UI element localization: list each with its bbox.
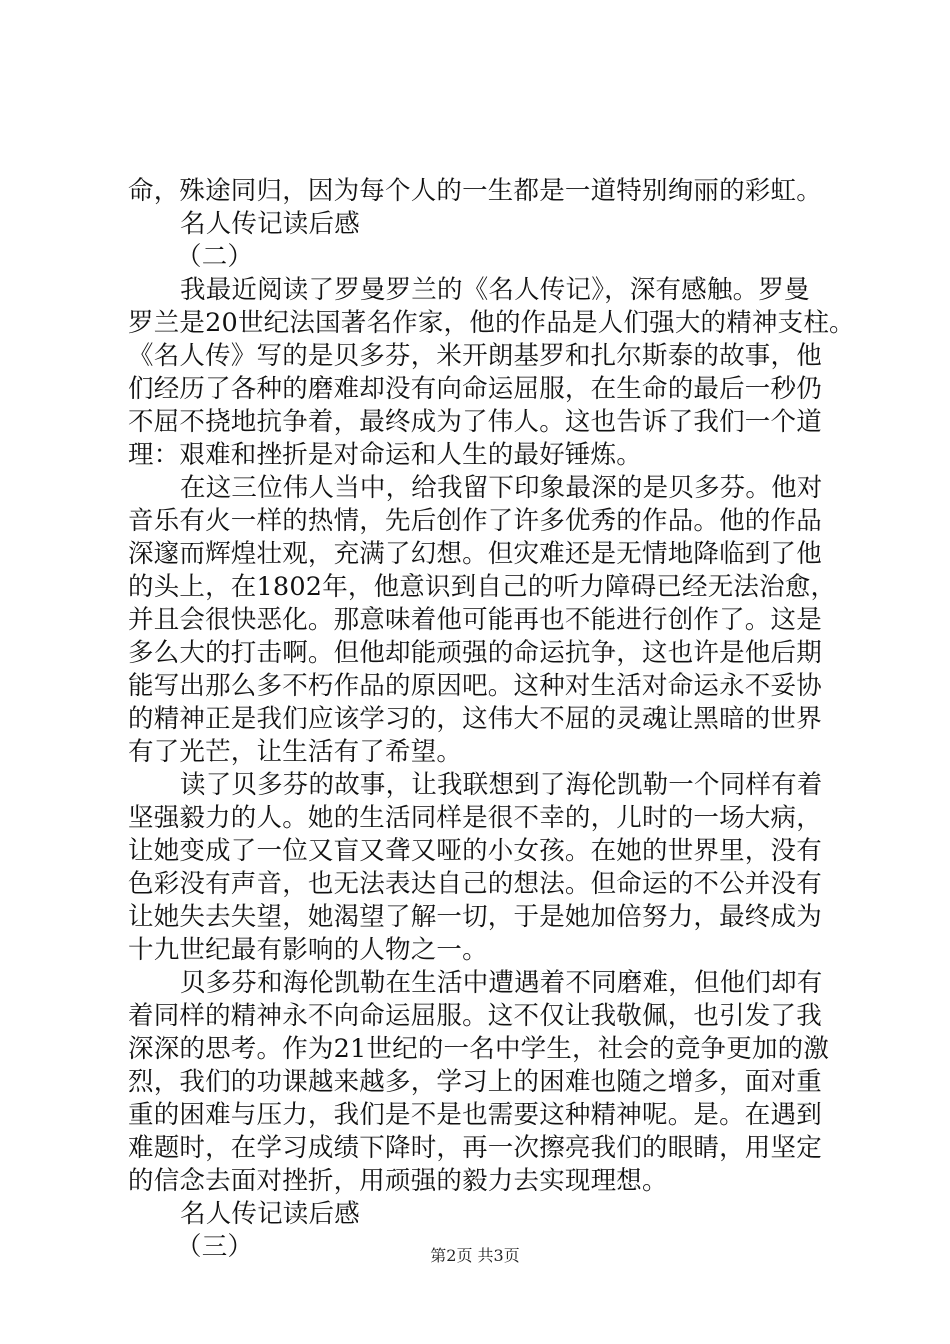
text-line: 命，殊途同归，因为每个人的一生都是一道特别绚丽的彩虹。 xyxy=(128,176,822,206)
text-line: 重的困难与压力，我们是不是也需要这种精神呢。是。在遇到 xyxy=(128,1100,822,1130)
section-heading: 名人传记读后感 xyxy=(180,209,360,239)
text-line: 难题时，在学习成绩下降时，再一次擦亮我们的眼睛，用坚定 xyxy=(128,1133,822,1163)
text-line: 们经历了各种的磨难却没有向命运屈服，在生命的最后一秒仍 xyxy=(128,374,822,404)
text-line: 让她失去失望，她渴望了解一切，于是她加倍努力，最终成为 xyxy=(128,902,822,932)
text-line: 不屈不挠地抗争着，最终成为了伟人。这也告诉了我们一个道 xyxy=(128,407,822,437)
text-line: 我最近阅读了罗曼罗兰的《名人传记》，深有感触。罗曼 xyxy=(180,275,810,305)
text-line: 贝多芬和海伦凯勒在生活中遭遇着不同磨难，但他们却有 xyxy=(180,968,823,998)
text-line: 烈，我们的功课越来越多，学习上的困难也随之增多，面对重 xyxy=(128,1067,822,1097)
page-footer: 第2页 共3页 xyxy=(430,1246,520,1265)
text-line: 多么大的打击啊。但他却能顽强的命运抗争，这也许是他后期 xyxy=(128,638,822,668)
text-line: 理：艰难和挫折是对命运和人生的最好锤炼。 xyxy=(128,440,643,470)
text-line: 坚强毅力的人。她的生活同样是很不幸的，儿时的一场大病， xyxy=(128,803,822,833)
section-number: （三） xyxy=(176,1232,254,1262)
text-line: 深深的思考。作为21世纪的一名中学生，社会的竞争更加的激 xyxy=(128,1034,830,1064)
text-line: 的信念去面对挫折，用顽强的毅力去实现理想。 xyxy=(128,1166,668,1196)
section-number: （二） xyxy=(176,242,254,272)
text-line: 并且会很快恶化。那意味着他可能再也不能进行创作了。这是 xyxy=(128,605,822,635)
section-heading: 名人传记读后感 xyxy=(180,1199,360,1229)
text-line: 罗兰是20世纪法国著名作家，他的作品是人们强大的精神支柱。 xyxy=(128,308,855,338)
text-line: 的头上，在1802年，他意识到自己的听力障碍已经无法治愈， xyxy=(128,572,837,602)
text-line: 的精神正是我们应该学习的，这伟大不屈的灵魂让黑暗的世界 xyxy=(128,704,822,734)
text-line: 读了贝多芬的故事，让我联想到了海伦凯勒一个同样有着 xyxy=(180,770,823,800)
text-line: 深邃而辉煌壮观，充满了幻想。但灾难还是无情地降临到了他 xyxy=(128,539,822,569)
text-line: 十九世纪最有影响的人物之一。 xyxy=(128,935,488,965)
text-line: 色彩没有声音，也无法表达自己的想法。但命运的不公并没有 xyxy=(128,869,822,899)
text-line: 在这三位伟人当中，给我留下印象最深的是贝多芬。他对 xyxy=(180,473,823,503)
text-line: 着同样的精神永不向命运屈服。这不仅让我敬佩，也引发了我 xyxy=(128,1001,822,1031)
text-line: 有了光芒，让生活有了希望。 xyxy=(128,737,463,767)
text-line: 能写出那么多不朽作品的原因吧。这种对生活对命运永不妥协 xyxy=(128,671,822,701)
text-line: 《名人传》写的是贝多芬，米开朗基罗和扎尔斯泰的故事，他 xyxy=(128,341,822,371)
text-line: 音乐有火一样的热情，先后创作了许多优秀的作品。他的作品 xyxy=(128,506,822,536)
text-line: 让她变成了一位又盲又聋又哑的小女孩。在她的世界里，没有 xyxy=(128,836,822,866)
